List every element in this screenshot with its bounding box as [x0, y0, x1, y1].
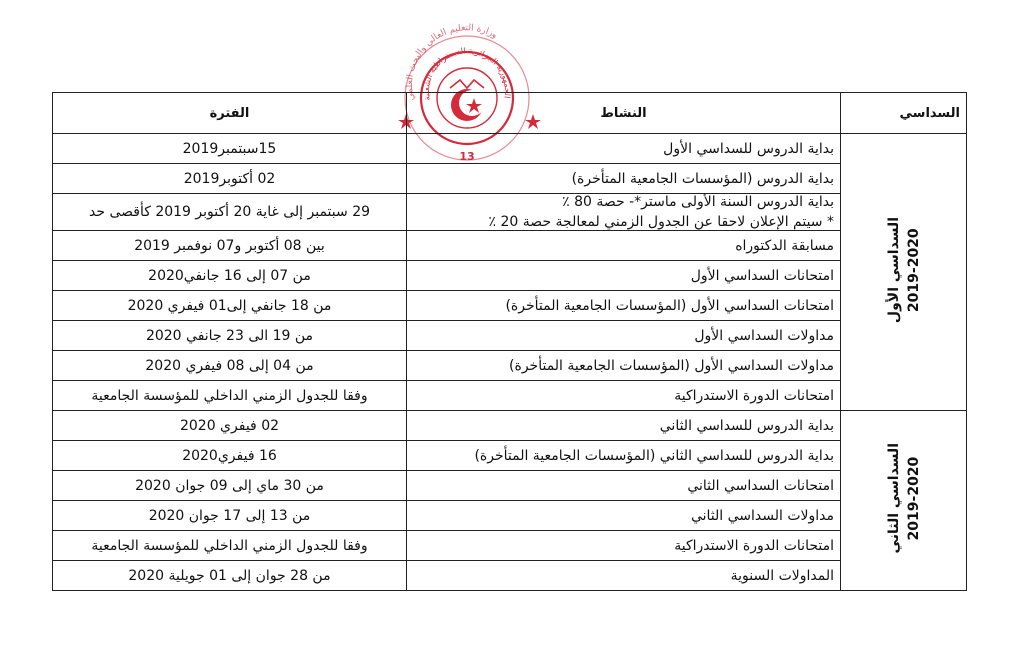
- activity-cell: بداية الدروس للسداسي الثاني: [407, 411, 841, 441]
- semester-2-label: السداسي الثاني: [885, 443, 902, 554]
- table-row: [53, 194, 967, 231]
- table-row: [53, 231, 967, 261]
- period-cell: من 18 جانفي إلى01 فيفري 2020: [53, 291, 407, 321]
- activity-cell: مداولات السداسي الأول: [407, 321, 841, 351]
- period-cell: من 04 إلى 08 فيفري 2020: [53, 351, 407, 381]
- period-cell: بين 08 أكتوبر و07 نوفمبر 2019: [53, 231, 407, 261]
- activity-cell: امتحانات السداسي الأول (المؤسسات الجامعية المتأخرة): [407, 291, 841, 321]
- table-row: [53, 531, 967, 561]
- table-row: [53, 441, 967, 471]
- table-row: [53, 561, 967, 591]
- period-cell: وفقا للجدول الزمني الداخلي للمؤسسة الجامعية: [53, 531, 407, 561]
- table-row: [53, 381, 967, 411]
- activity-cell: بداية الدروس للسداسي الأول: [407, 134, 841, 164]
- table-row: [53, 164, 967, 194]
- period-cell: وفقا للجدول الزمني الداخلي للمؤسسة الجامعية: [53, 381, 407, 411]
- semester-1-label: السداسي الأول: [885, 216, 902, 324]
- activity-cell: امتحانات السداسي الأول: [407, 261, 841, 291]
- table-header-row: [53, 93, 967, 134]
- activity-cell: بداية الدروس (المؤسسات الجامعية المتأخرة): [407, 164, 841, 194]
- period-cell: من 28 جوان إلى 01 جويلية 2020: [53, 561, 407, 591]
- table-row: [53, 351, 967, 381]
- table-row: [53, 411, 967, 441]
- semester-1-year: 2019-2020: [905, 228, 922, 312]
- activity-cell: امتحانات الدورة الاستدراكية: [407, 531, 841, 561]
- schedule-table: [52, 92, 967, 591]
- period-cell: من 07 إلى 16 جانفي2020: [53, 261, 407, 291]
- period-cell: من 13 إلى 17 جوان 2020: [53, 501, 407, 531]
- activity-cell: [407, 194, 841, 231]
- period-cell: من 19 الى 23 جانفي 2020: [53, 321, 407, 351]
- period-cell: 02 فيفري 2020: [53, 411, 407, 441]
- activity-cell: امتحانات الدورة الاستدراكية: [407, 381, 841, 411]
- table-row: [53, 321, 967, 351]
- activity-cell: مداولات السداسي الثاني: [407, 501, 841, 531]
- period-cell: 02 أكتوبر2019: [53, 164, 407, 194]
- semester-2-year: 2019-2020: [905, 456, 922, 541]
- activity-cell: بداية الدروس للسداسي الثاني (المؤسسات الجامعية المتأخرة): [407, 441, 841, 471]
- header-period: الفترة: [53, 93, 407, 134]
- stamp-inner-text: الجمهورية الجزائرية الديمقراطية الشعبية: [421, 46, 513, 102]
- svg-text:وزارة التعليم العالي والبحث ال: [405, 23, 499, 101]
- activity-note: * سيتم الإعلان لاحقا عن الجدول الزمني لمعالجة حصة 20 ٪: [488, 214, 834, 230]
- period-cell: 16 فيفري2020: [53, 441, 407, 471]
- activity-line: بداية الدروس السنة الأولى ماستر*- حصة 80 ٪: [562, 194, 834, 210]
- table-row: [53, 261, 967, 291]
- header-activity: النشاط: [407, 93, 841, 134]
- semester-2-cell: [841, 411, 967, 591]
- table-row: [53, 501, 967, 531]
- semester-1-cell: [841, 134, 967, 411]
- activity-cell: امتحانات السداسي الثاني: [407, 471, 841, 501]
- period-cell: من 30 ماي إلى 09 جوان 2020: [53, 471, 407, 501]
- activity-cell: مداولات السداسي الأول (المؤسسات الجامعية المتأخرة): [407, 351, 841, 381]
- table-row: [53, 291, 967, 321]
- activity-cell: مسابقة الدكتوراه: [407, 231, 841, 261]
- period-cell: 15سبتمبر2019: [53, 134, 407, 164]
- period-cell: 29 سبتمبر إلى غاية 20 أكتوبر 2019 كأقصى حد: [53, 194, 407, 231]
- stamp-number: 13: [459, 150, 475, 163]
- table-row: [53, 134, 967, 164]
- activity-cell: المداولات السنوية: [407, 561, 841, 591]
- stamp-outer-text: وزارة التعليم العالي والبحث العلمي: [404, 23, 499, 102]
- header-semester: السداسي: [841, 93, 967, 134]
- table-row: [53, 471, 967, 501]
